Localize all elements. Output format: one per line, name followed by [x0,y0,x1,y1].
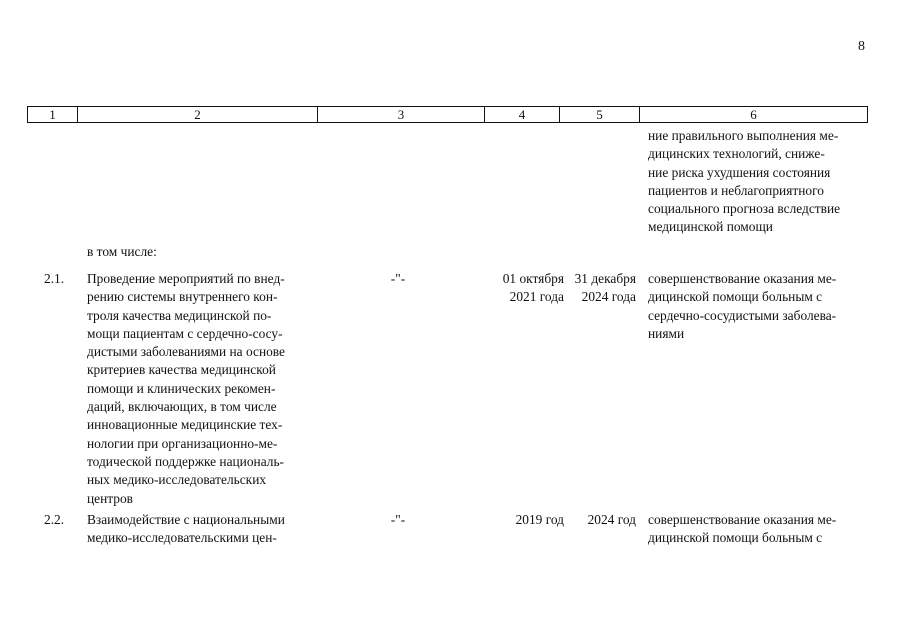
header-col-1: 1 [28,107,78,122]
text-line: социального прогноза вследствие [648,201,841,217]
header-col-4: 4 [485,107,560,122]
row-number: 2.2. [44,512,65,527]
row-description [87,511,309,548]
text-line: Проведение мероприятий по внед- [87,271,285,286]
text-line: сердечно-сосудистыми заболева- [648,307,837,323]
row-responsible: -"- [390,271,406,286]
text-line: совершенствование оказания ме- [648,271,837,286]
text-line: рению системы внутреннего кон- [87,289,278,305]
text-line: дицинских технологий, сниже- [648,146,825,162]
text-line: троля качества медицинской по- [87,307,272,323]
text-line: ние риска ухудшения состояния [648,164,831,180]
row-end-date [562,511,636,529]
row-result [648,270,862,343]
text-line: 2024 года [581,289,636,305]
text-line: помощи и клинических рекомен- [87,380,276,396]
text-line: 2021 года [509,289,564,305]
text-line: пациентов и неблагоприятного [648,182,824,198]
subheading-including: в том числе: [87,244,157,259]
text-line: критериев качества медицинской [87,362,276,378]
row-description [87,270,309,508]
row-start-date [478,270,564,307]
table-header-row [27,106,868,123]
header-col-3: 3 [318,107,485,122]
row-responsible: -"- [390,512,406,527]
text-line: 2019 год [515,512,564,527]
text-line: тодической поддержке националь- [87,453,285,469]
text-line: ных медико-исследовательских [87,472,267,488]
text-line: дицинской помощи больным с [648,289,823,305]
continuation-result-text [648,127,862,237]
header-col-6: 6 [750,107,757,122]
header-col-2: 2 [78,107,318,122]
text-line: ниями [648,325,685,341]
text-line: нологии при организационно-ме- [87,435,278,451]
page-number: 8 [858,39,865,54]
text-line: 2024 год [587,512,636,527]
text-line: 01 октября [502,271,564,286]
text-line: совершенствование оказания ме- [648,512,837,527]
text-line: медицинской помощи [648,219,773,235]
text-line: ние правильного выполнения ме- [648,128,839,143]
row-number: 2.1. [44,271,65,286]
text-line: дистыми заболеваниями на основе [87,344,285,360]
text-line: центров [87,490,134,506]
row-end-date [562,270,636,307]
text-line: 31 декабря [574,271,636,286]
text-line: медико-исследовательскими цен- [87,530,277,546]
header-col-5: 5 [560,107,640,122]
row-start-date [478,511,564,529]
row-result [648,511,862,548]
text-line: инновационные медицинские тех- [87,417,283,433]
text-line: дицинской помощи больным с [648,530,823,546]
text-line: мощи пациентам с сердечно-сосу- [87,325,283,341]
text-line: даций, включающих, в том числе [87,399,277,415]
text-line: Взаимодействие с национальными [87,512,285,527]
